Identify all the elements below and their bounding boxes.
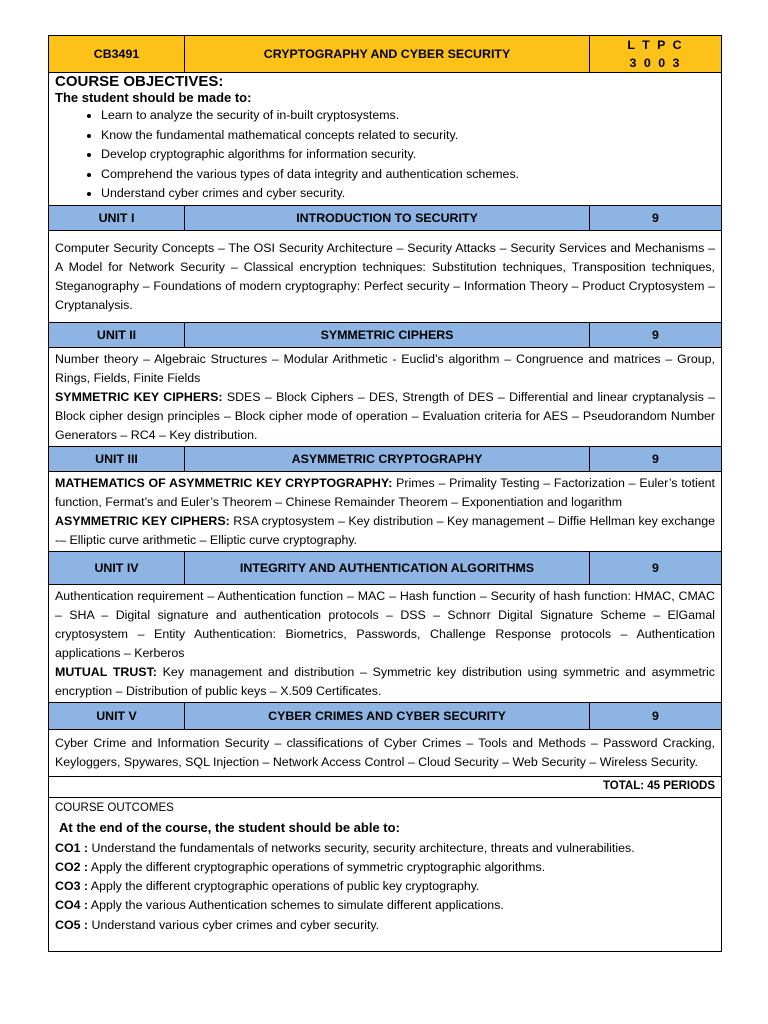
unit-subheading: MATHEMATICS OF ASYMMETRIC KEY CRYPTOGRAPHY: (55, 475, 393, 490)
unit-label: UNIT III (49, 446, 185, 471)
unit-title: ASYMMETRIC CRYPTOGRAPHY (185, 446, 590, 471)
unit-2-header (49, 322, 722, 347)
unit-content (49, 471, 722, 551)
unit-5-header (49, 702, 722, 729)
unit-content: Computer Security Concepts – The OSI Security Architecture – Security Attacks – Security Services and Mechanisms – A Model for Network Security – Classical encryption techniques: Substitution techniques, Transposition techniques, Steganography – Foundations of modern cryptography: Perfect security – Information Theory – Product Cryptosystem – Cryptanalysis. (49, 230, 722, 322)
unit-5-body (49, 729, 722, 776)
unit-text: RSA cryptosystem – Key distribution – Key management – Diffie Hellman key exchange -– Elliptic curve arithmetic – Elliptic curve cryptography. (55, 513, 715, 547)
outcome-item (55, 858, 715, 877)
outcome-code: CO2 : (55, 859, 89, 874)
unit-hours: 9 (590, 205, 722, 230)
unit-title: SYMMETRIC CIPHERS (185, 322, 590, 347)
objective-item: • Comprehend the various types of data integrity and authentication schemes. (101, 165, 715, 185)
unit-text: Primes – Primality Testing – Factorization – Euler’s totient function, Fermat’s and Euler’s Theorem – Chinese Remainder Theorem – Exponentiation and logarithm (55, 475, 715, 509)
objectives-subtitle: The student should be made to: (55, 90, 252, 105)
unit-paragraph: Authentication requirement – Authentication function – MAC – Hash function – Security of hash function: HMAC, CMAC – SHA – Digital signature and authentication protocols – DSS – Schnorr Digital Signature Scheme – ElGamal cryptosystem – Entity Authentication: Biometrics, Passwords, Challenge Response protocols – Authentication applications – Kerberos (55, 588, 715, 660)
unit-subheading: MUTUAL TRUST: (55, 664, 157, 679)
unit-content (49, 584, 722, 702)
unit-3-body (49, 471, 722, 551)
outcomes-subtitle: At the end of the course, the student should be able to: (59, 819, 400, 835)
course-code: CB3491 (49, 36, 185, 73)
outcome-item (55, 916, 715, 935)
unit-label: UNIT IV (49, 551, 185, 584)
objectives-title: COURSE OBJECTIVES: (55, 73, 224, 90)
units-table (48, 205, 722, 952)
unit-paragraph (55, 388, 715, 445)
outcome-code: CO4 : (55, 898, 89, 913)
unit-1-body (49, 230, 722, 322)
unit-4-header (49, 551, 722, 584)
unit-3-header (49, 446, 722, 471)
total-row (49, 776, 722, 797)
unit-title: INTEGRITY AND AUTHENTICATION ALGORITHMS (185, 551, 590, 584)
outcomes-row (49, 797, 722, 951)
ltpc-label: L T P C (627, 38, 684, 52)
outcomes-cell (49, 797, 722, 951)
unit-hours: 9 (590, 322, 722, 347)
objectives-list (55, 106, 715, 204)
unit-hours: 9 (590, 551, 722, 584)
outcome-code: CO3 : (55, 879, 89, 894)
unit-hours: 9 (590, 446, 722, 471)
objective-item: • Understand cyber crimes and cyber security. (101, 184, 715, 204)
unit-paragraph: Number theory – Algebraic Structures – Modular Arithmetic - Euclid’s algorithm – Congruence and matrices – Group, Rings, Fields, Finite Fields (55, 351, 715, 385)
syllabus-page (48, 35, 721, 952)
objectives-cell (49, 73, 722, 206)
unit-1-header (49, 205, 722, 230)
unit-paragraph (55, 663, 715, 701)
unit-title: CYBER CRIMES AND CYBER SECURITY (185, 702, 590, 729)
unit-4-body (49, 584, 722, 702)
unit-2-body (49, 347, 722, 446)
course-title: CRYPTOGRAPHY AND CYBER SECURITY (185, 36, 590, 73)
unit-label: UNIT II (49, 322, 185, 347)
unit-hours: 9 (590, 702, 722, 729)
unit-paragraph (55, 474, 715, 512)
unit-paragraph (55, 512, 715, 550)
unit-content (49, 347, 722, 446)
outcome-code: CO1 : (55, 840, 89, 855)
outcome-text: Understand various cyber crimes and cyber security. (88, 917, 380, 932)
outcome-code: CO5 : (55, 917, 89, 932)
outcome-item (55, 896, 715, 915)
outcome-item (55, 839, 715, 858)
course-header-row (49, 36, 722, 73)
outcome-text: Understand the fundamentals of networks security, security architecture, threats and vulnerabilities. (88, 840, 635, 855)
unit-subheading: ASYMMETRIC KEY CIPHERS: (55, 513, 230, 528)
outcome-text: Apply the different cryptographic operations of symmetric cryptographic algorithms. (88, 859, 546, 874)
unit-text: Key management and distribution – Symmetric key distribution using symmetric and asymmetric encryption – Distribution of public keys – X.509 Certificates. (55, 664, 715, 698)
unit-text: SDES – Block Ciphers – DES, Strength of DES – Differential and linear cryptanalysis – Block cipher design principles – Block cipher mode of operation – Evaluation criteria for AES – Pseudorandom Number Generators – RC4 – Key distribution. (55, 389, 715, 442)
objective-item: • Develop cryptographic algorithms for information security. (101, 145, 715, 165)
unit-title: INTRODUCTION TO SECURITY (185, 205, 590, 230)
ltpc-values: 3 0 0 3 (629, 56, 682, 70)
objective-item: • Learn to analyze the security of in-built cryptosystems. (101, 106, 715, 126)
objective-item: • Know the fundamental mathematical concepts related to security. (101, 126, 715, 146)
outcome-text: Apply the various Authentication schemes to simulate different applications. (88, 898, 504, 913)
unit-content: Cyber Crime and Information Security – classifications of Cyber Crimes – Tools and Methods – Password Cracking, Keyloggers, Spywares, SQL Injection – Network Access Control – Cloud Security – Web Security – Wireless Security. (49, 729, 722, 776)
total-periods: TOTAL: 45 PERIODS (49, 776, 722, 797)
unit-subheading: SYMMETRIC KEY CIPHERS: (55, 389, 223, 404)
objectives-row (49, 73, 722, 206)
unit-label: UNIT I (49, 205, 185, 230)
outcome-item (55, 877, 715, 896)
syllabus-table (48, 35, 722, 206)
ltpc-cell (590, 36, 722, 73)
outcome-text: Apply the different cryptographic operations of public key cryptography. (88, 879, 480, 894)
outcomes-title: COURSE OUTCOMES (55, 801, 174, 814)
unit-label: UNIT V (49, 702, 185, 729)
